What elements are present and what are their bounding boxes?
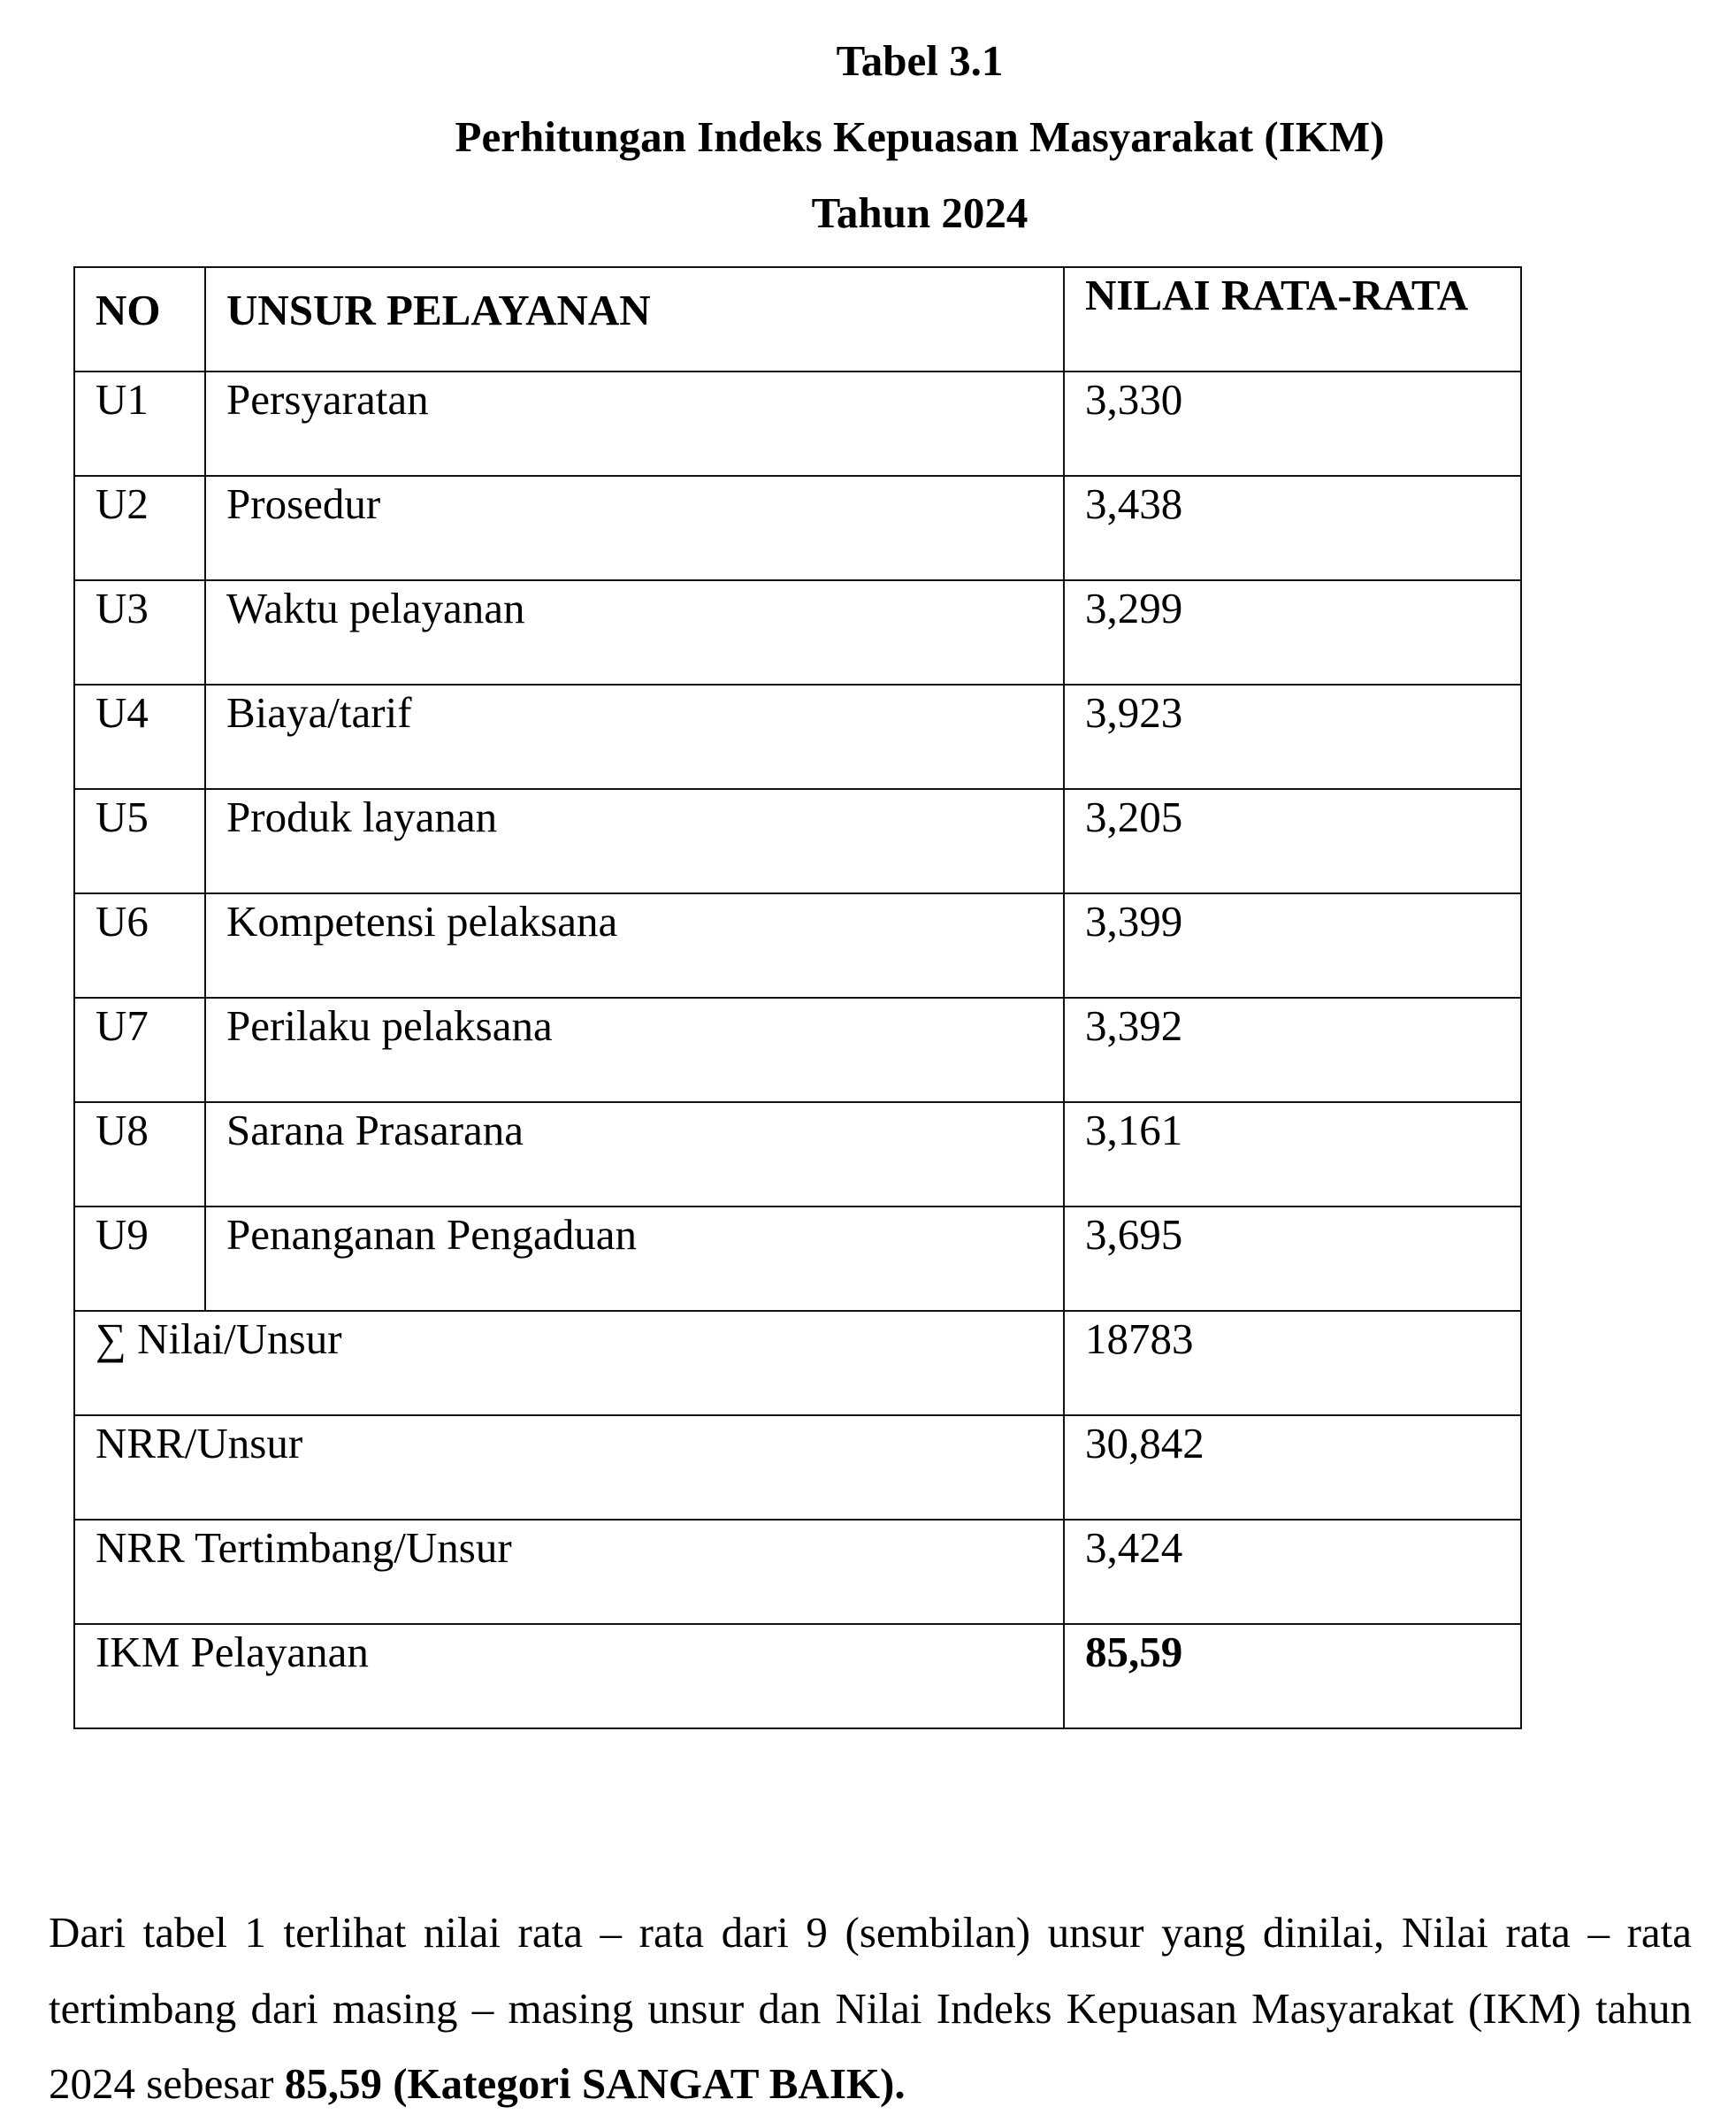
summary-row-sum (74, 1311, 1521, 1415)
summary-value: 30,842 (1064, 1415, 1521, 1520)
paragraph-emphasis: 85,59 (Kategori SANGAT BAIK). (284, 2059, 906, 2108)
cell-unsur: Persyaratan (205, 372, 1064, 476)
table-header-row (74, 267, 1521, 372)
table-row (74, 685, 1521, 789)
cell-unsur: Perilaku pelaksana (205, 998, 1064, 1102)
cell-no: U2 (74, 476, 205, 580)
cell-no: U3 (74, 580, 205, 685)
cell-nilai: 3,399 (1064, 893, 1521, 998)
table-row (74, 789, 1521, 893)
cell-unsur: Sarana Prasarana (205, 1102, 1064, 1207)
summary-value: 3,424 (1064, 1520, 1521, 1624)
cell-no: U8 (74, 1102, 205, 1207)
cell-unsur: Biaya/tarif (205, 685, 1064, 789)
table-caption-number: Tabel 3.1 (836, 36, 1004, 85)
table-row (74, 580, 1521, 685)
table-row (74, 372, 1521, 476)
table-row (74, 998, 1521, 1102)
cell-no: U5 (74, 789, 205, 893)
table-row (74, 1102, 1521, 1207)
cell-nilai: 3,205 (1064, 789, 1521, 893)
table-caption-title: Perhitungan Indeks Kepuasan Masyarakat (IKM) (455, 112, 1385, 161)
cell-unsur: Waktu pelayanan (205, 580, 1064, 685)
table-row (74, 1207, 1521, 1311)
cell-no: U7 (74, 998, 205, 1102)
ikm-table (73, 266, 1522, 1729)
summary-label: ∑ Nilai/Unsur (74, 1311, 1064, 1415)
cell-nilai: 3,392 (1064, 998, 1521, 1102)
summary-label: NRR Tertimbang/Unsur (74, 1520, 1064, 1624)
cell-nilai: 3,299 (1064, 580, 1521, 685)
cell-unsur: Kompetensi pelaksana (205, 893, 1064, 998)
conclusion-paragraph (49, 1895, 1692, 2122)
cell-nilai: 3,438 (1064, 476, 1521, 580)
summary-label: IKM Pelayanan (74, 1624, 1064, 1728)
summary-row-nrr (74, 1415, 1521, 1520)
ikm-value: 85,59 (1064, 1624, 1521, 1728)
cell-no: U4 (74, 685, 205, 789)
table-caption-year: Tahun 2024 (811, 188, 1029, 237)
cell-no: U9 (74, 1207, 205, 1311)
summary-row-nrr-tertimbang (74, 1520, 1521, 1624)
paragraph-text: Dari tabel 1 terlihat nilai rata – rata dari 9 (sembilan) unsur yang dinilai, Nilai rata – rata tertimbang dari masing – masing unsur dan Nilai Indeks Kepuasan Masyarakat (IKM) tahun 2024 sebesar (49, 1908, 1692, 2108)
cell-nilai: 3,923 (1064, 685, 1521, 789)
cell-nilai: 3,695 (1064, 1207, 1521, 1311)
cell-nilai: 3,330 (1064, 372, 1521, 476)
cell-no: U1 (74, 372, 205, 476)
table-row (74, 476, 1521, 580)
header-no: NO (74, 267, 205, 372)
table-row (74, 893, 1521, 998)
cell-unsur: Produk layanan (205, 789, 1064, 893)
summary-label: NRR/Unsur (74, 1415, 1064, 1520)
cell-nilai: 3,161 (1064, 1102, 1521, 1207)
cell-no: U6 (74, 893, 205, 998)
summary-row-ikm (74, 1624, 1521, 1728)
cell-unsur: Penanganan Pengaduan (205, 1207, 1064, 1311)
header-unsur-pelayanan: UNSUR PELAYANAN (205, 267, 1064, 372)
cell-unsur: Prosedur (205, 476, 1064, 580)
summary-value: 18783 (1064, 1311, 1521, 1415)
header-nilai-rata-rata: NILAI RATA-RATA (1064, 267, 1521, 372)
